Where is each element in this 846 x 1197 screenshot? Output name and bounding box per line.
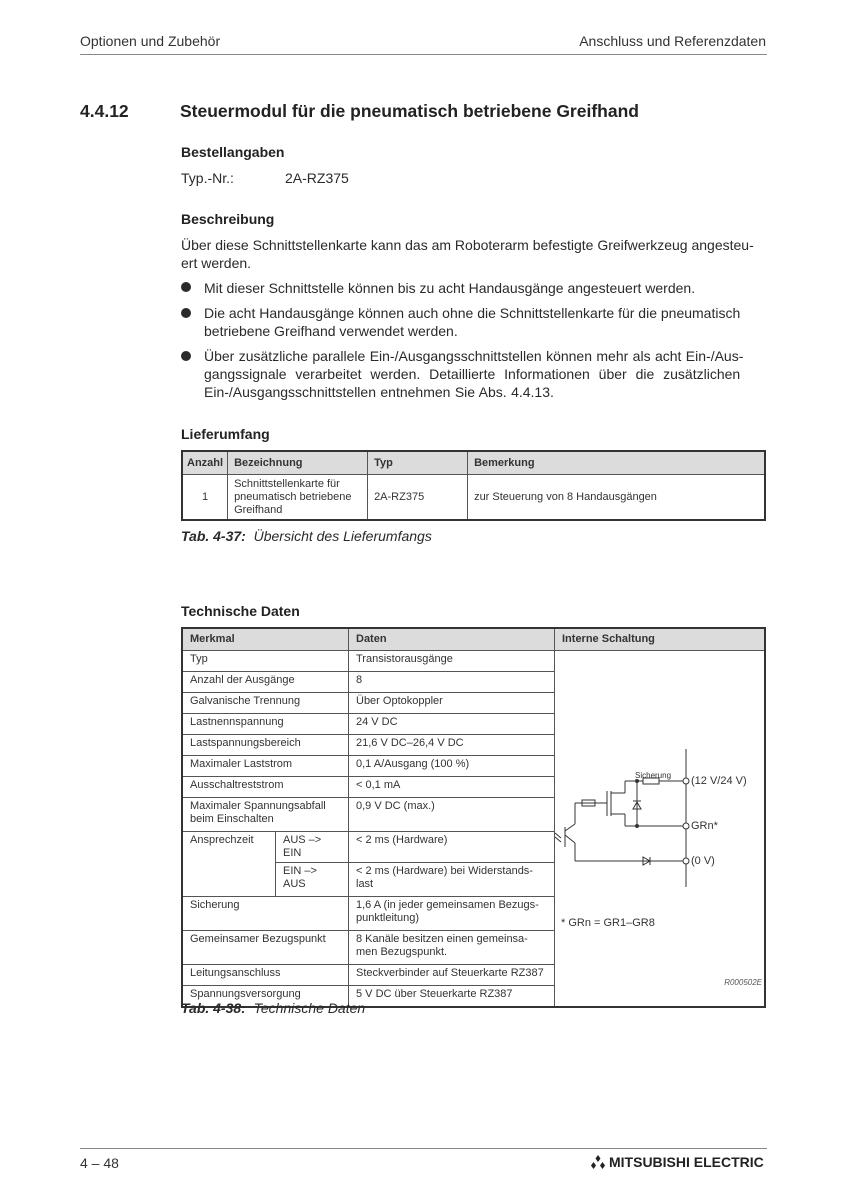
table-header-row [182,451,765,475]
footer-divider [80,1148,767,1149]
section-title: Steuermodul für die pneumatisch betriebene Greifhand [180,101,639,121]
cell-merkmal: Spannungsversorgung [182,986,349,1008]
cell-merkmal: Typ [182,651,349,672]
order-type-value: 2A-RZ375 [285,170,349,186]
cell-sub-merkmal: EIN –> AUS [276,863,349,897]
cell-daten: 1,6 A (in jeder gemeinsamen Bezugs-punktleitung) [349,897,555,931]
bullet-icon [181,308,191,318]
cell-daten: Transistorausgänge [349,651,555,672]
description-intro-line-1: Über diese Schnittstellenkarte kann das am Roboterarm befestigte Greifwerkzeug angesteu- [181,237,754,253]
cell-merkmal: Leitungsanschluss [182,965,349,986]
column-header-anzahl: Anzahl [182,451,228,475]
cell-daten: Steckverbinder auf Steuerkarte RZ387 [349,965,555,986]
cell-daten: < 2 ms (Hardware) bei Widerstands-last [349,863,555,897]
bullet-line: Die acht Handausgänge können auch ohne die Schnittstellenkarte für die pneumatisch [204,305,741,321]
cell-merkmal: Galvanische Trennung [182,693,349,714]
column-header-bezeichnung: Bezeichnung [228,451,368,475]
bullet-line: betriebene Greifhand verwendet werden. [204,323,458,339]
brand-name: MITSUBISHI ELECTRIC [609,1154,764,1170]
cell-merkmal: Maximaler Laststrom [182,756,349,777]
table-row [182,475,765,521]
mitsubishi-diamonds-icon [589,1155,607,1169]
bullet-item [204,279,766,297]
bullet-line: gangssignale verarbeitet werden. Detaillierte Informationen über die zusätzlichen [204,366,741,382]
header-divider [80,54,767,55]
cell-merkmal: Maximaler Spannungsabfall beim Einschalten [182,798,349,832]
column-header-schaltung: Interne Schaltung [555,628,766,651]
description-heading: Beschreibung [181,211,275,227]
order-type-label: Typ.-Nr.: [181,170,234,186]
cell-bezeichnung: Schnittstellenkarte für pneumatisch betriebene Greifhand [228,475,368,521]
cell-daten: 8 Kanäle besitzen einen gemeinsa-men Bezugspunkt. [349,931,555,965]
fuse-label: Sicherung [635,771,672,780]
cell-merkmal: Sicherung [182,897,349,931]
cell-merkmal: Ausschaltreststrom [182,777,349,798]
cell-daten: 5 V DC über Steuerkarte RZ387 [349,986,555,1008]
terminal-ground-label: (0 V) [691,855,715,867]
figure-id: R000502E [724,978,762,987]
description-intro [181,236,767,272]
running-header-right: Anschluss und Referenzdaten [579,33,766,49]
bullet-icon [181,282,191,292]
bullet-line: Ein-/Ausgangsschnittstellen entnehmen Sie Abs. 4.4.13. [204,384,554,400]
description-intro-line-2: ert werden. [181,255,252,271]
cell-merkmal: Anzahl der Ausgänge [182,672,349,693]
delivery-table [181,450,766,521]
tech-data-table [181,627,766,1008]
table-row [182,651,765,672]
caption-text: Technische Daten [253,1000,366,1016]
column-header-merkmal: Merkmal [182,628,349,651]
bullet-item [204,304,766,340]
table-header-row [182,628,765,651]
caption-label: Tab. 4-38: [181,1000,246,1016]
caption-label: Tab. 4-37: [181,528,246,544]
cell-daten: 0,1 A/Ausgang (100 %) [349,756,555,777]
cell-daten: Über Optokoppler [349,693,555,714]
circuit-diagram [555,651,763,989]
brand-logo [589,1154,764,1170]
internal-circuit-cell [555,651,766,1008]
column-header-bemerkung: Bemerkung [468,451,765,475]
diagram-footnote: * GRn = GR1–GR8 [561,917,655,929]
cell-merkmal: Gemeinsamer Bezugspunkt [182,931,349,965]
cell-typ: 2A-RZ375 [368,475,468,521]
cell-daten: 24 V DC [349,714,555,735]
cell-daten: < 0,1 mA [349,777,555,798]
cell-daten: 21,6 V DC–26,4 V DC [349,735,555,756]
section-number: 4.4.12 [80,101,129,121]
cell-anzahl: 1 [182,475,228,521]
bullet-line: Über zusätzliche parallele Ein-/Ausgangsschnittstellen können mehr als acht Ein-/Aus- [204,348,744,364]
column-header-daten: Daten [349,628,555,651]
cell-daten: 8 [349,672,555,693]
cell-daten: < 2 ms (Hardware) [349,832,555,863]
cell-bemerkung: zur Steuerung von 8 Handausgängen [468,475,765,521]
cell-merkmal: Lastspannungsbereich [182,735,349,756]
table-caption-tech [181,1000,365,1016]
cell-merkmal: Ansprechzeit [182,832,276,897]
running-header-left: Optionen und Zubehör [80,33,221,49]
terminal-supply-label: (12 V/24 V) [691,775,747,787]
terminal-grn-label: GRn* [691,820,718,832]
bullet-line: Mit dieser Schnittstelle können bis zu acht Handausgänge angesteuert werden. [204,280,696,296]
tech-heading: Technische Daten [181,603,300,619]
cell-merkmal: Lastnennspannung [182,714,349,735]
order-heading: Bestellangaben [181,144,285,160]
cell-daten: 0,9 V DC (max.) [349,798,555,832]
table-caption-delivery [181,528,432,544]
bullet-item [204,347,766,401]
page-number: 4 – 48 [80,1155,119,1171]
column-header-typ: Typ [368,451,468,475]
caption-text: Übersicht des Lieferumfangs [253,528,432,544]
bullet-icon [181,351,191,361]
delivery-heading: Lieferumfang [181,426,270,442]
cell-sub-merkmal: AUS –> EIN [276,832,349,863]
